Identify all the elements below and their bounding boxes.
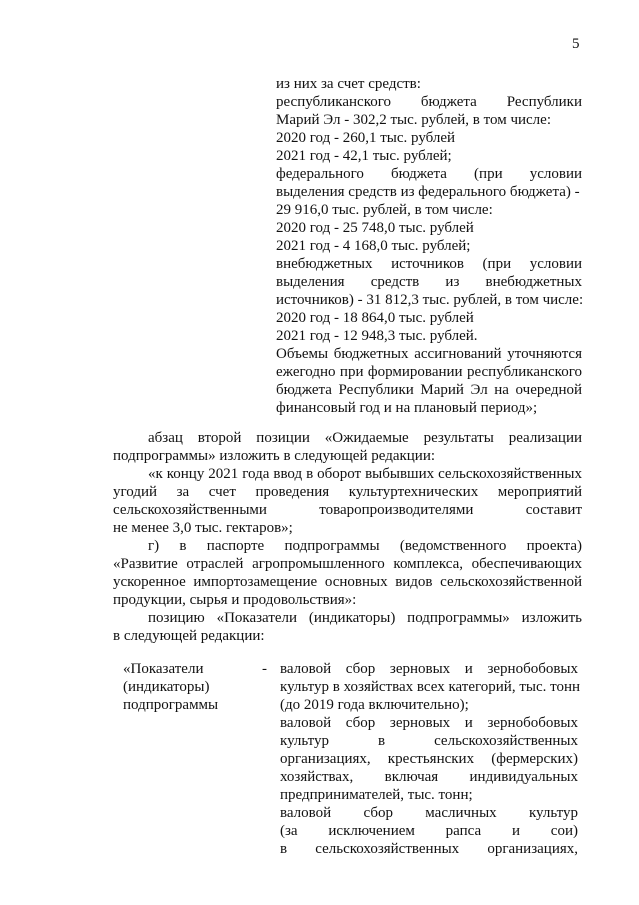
funding-line: финансовый год и на плановый период»; [276,400,538,416]
indicator-line: предпринимателей, тыс. тонн; [280,787,473,803]
body-line: ускоренное импортозамещение основных видов сельскохозяйственной [113,574,582,590]
funding-line: Марий Эл - 302,2 тыс. рублей, в том числе: [276,112,551,128]
funding-line: внебюджетных источников (при условии [276,256,582,272]
indicator-line: хозяйствах, включая индивидуальных [280,769,578,785]
table-label: «Показатели [123,661,204,677]
funding-line: ежегодно при формировании республиканского [276,364,582,380]
body-line: г) в паспорте подпрограммы (ведомственного проекта) [148,538,582,554]
funding-line: федерального бюджета (при условии [276,166,582,182]
table-label: подпрограммы [123,697,219,713]
funding-line: выделения средств из внебюджетных [276,274,582,290]
body-line: угодий за счет проведения культуртехнических мероприятий [113,484,582,500]
body-line: абзац второй позиции «Ожидаемые результаты реализации [148,430,582,446]
indicator-line: культур в сельскохозяйственных [280,733,578,749]
funding-line: 2021 год - 4 168,0 тыс. рублей; [276,238,471,254]
indicator-line: культур в хозяйствах всех категорий, тыс. тонн [280,679,581,695]
table-dash: - [262,661,267,677]
funding-line: из них за счет средств: [276,76,421,92]
funding-line: 2020 год - 25 748,0 тыс. рублей [276,220,474,236]
body-line: «к концу 2021 года ввод в оборот выбывших сельскохозяйственных [148,466,582,482]
body-line: не менее 3,0 тыс. гектаров»; [113,520,293,536]
funding-line: бюджета Республики Марий Эл на очередной [276,382,582,398]
indicator-line: (до 2019 года включительно); [280,697,469,713]
funding-line: 2020 год - 18 864,0 тыс. рублей [276,310,474,326]
indicator-line: валовой сбор зерновых и зернобобовых [280,661,578,677]
funding-line: 29 916,0 тыс. рублей, в том числе: [276,202,493,218]
body-line: сельскохозяйственными товаропроизводителями составит [113,502,582,518]
funding-line: республиканского бюджета Республики [276,94,582,110]
body-line: подпрограммы» изложить в следующей редакции: [113,448,436,464]
funding-line: Объемы бюджетных ассигнований уточняются [276,346,582,362]
funding-line: 2021 год - 42,1 тыс. рублей; [276,148,452,164]
body-line: продукции, сырья и продовольствия»: [113,592,357,608]
funding-line: источников) - 31 812,3 тыс. рублей, в том числе: [276,292,584,308]
body-line: в следующей редакции: [113,628,265,644]
table-label: (индикаторы) [123,679,210,695]
indicator-line: валовой сбор масличных культур [280,805,578,821]
body-line: «Развитие отраслей агропромышленного комплекса, обеспечивающих [113,556,582,572]
funding-line: 2021 год - 12 948,3 тыс. рублей. [276,328,478,344]
body-line: позицию «Показатели (индикаторы) подпрограммы» изложить [148,610,582,626]
indicator-line: организациях, крестьянских (фермерских) [280,751,578,767]
indicator-line: (за исключением рапса и сои) [280,823,578,839]
page-number: 5 [572,36,580,52]
indicator-line: валовой сбор зерновых и зернобобовых [280,715,578,731]
indicator-line: в сельскохозяйственных организациях, [280,841,578,857]
funding-line: выделения средств из федерального бюджета) - [276,184,580,200]
funding-line: 2020 год - 260,1 тыс. рублей [276,130,456,146]
